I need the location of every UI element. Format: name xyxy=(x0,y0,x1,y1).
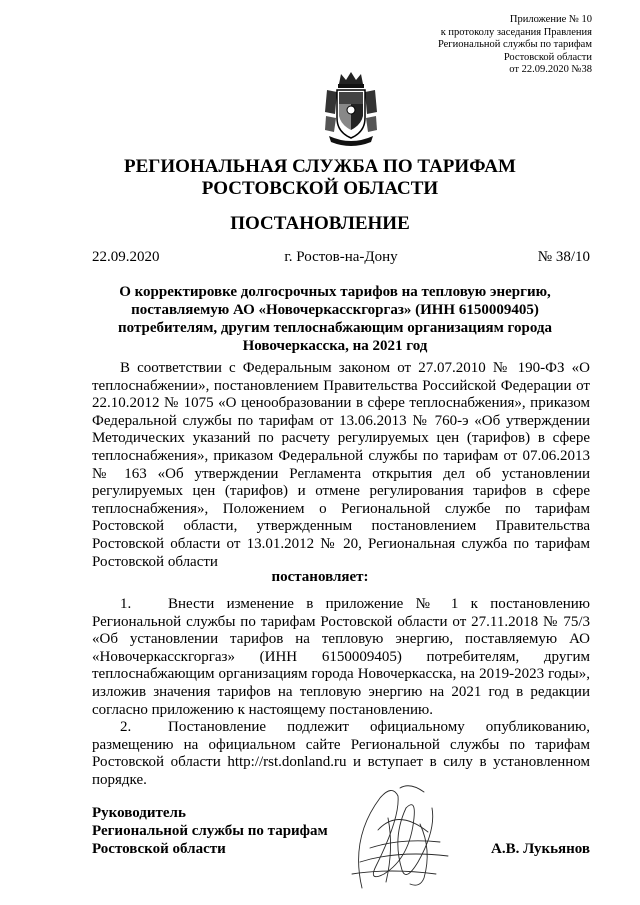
signer-position-line: Руководитель xyxy=(92,805,186,821)
item-number: 2. xyxy=(120,719,132,735)
organization-title-line: РОСТОВСКОЙ ОБЛАСТИ xyxy=(201,178,439,199)
signer-position xyxy=(92,804,328,858)
coat-of-arms-icon xyxy=(323,70,379,146)
signer-name: А.В. Лукьянов xyxy=(491,841,590,857)
item-text: Постановление подлежит официальному опубликованию, размещению на официальном сайте Региональной службы по тарифам Ростовской области http://rst.donland.ru и вступает в силу в установленном порядке. xyxy=(92,719,590,788)
item-text: Внести изменение в приложение № 1 к постановлению Региональной службы по тарифам Ростовской области от 27.11.2018 № 75/3 «Об установлении тарифов на тепловую энергию, поставляемую АО «Новочеркасскгоргаз» (ИНН 6150009405) потребителям, другим теплоснабжающим организациям города Новочеркасска, на 2019-2023 годы», изложив значения тарифов на тепловую энергию на 2021 год в редакции согласно приложению к настоящему постановлению. xyxy=(92,596,590,718)
document-date: 22.09.2020 xyxy=(92,249,160,265)
subject-line: О корректировке долгосрочных тарифов на тепловую энергию, xyxy=(119,284,551,300)
document-number: № 38/10 xyxy=(537,249,590,265)
decision-item xyxy=(92,596,590,719)
handwritten-signature-icon xyxy=(340,778,460,896)
document-meta xyxy=(92,248,590,266)
annex-line: Приложение № 10 xyxy=(509,14,592,25)
annex-line: от 22.09.2020 №38 xyxy=(509,64,592,76)
document-type-title: ПОСТАНОВЛЕНИЕ xyxy=(230,213,410,234)
annex-line: Региональной службы по тарифам xyxy=(437,39,592,51)
organization-title-line: РЕГИОНАЛЬНАЯ СЛУЖБА ПО ТАРИФАМ xyxy=(124,156,516,177)
document-place: г. Ростов-на-Дону xyxy=(284,249,398,265)
annex-reference xyxy=(438,14,592,77)
subject-line: Новочеркасска, на 2021 год xyxy=(242,338,428,354)
subject-line: поставляемую АО «Новочеркасскгоргаз» (ИНН 6150009405) xyxy=(131,302,539,318)
organization-title xyxy=(0,156,640,200)
annex-line: Ростовской области xyxy=(503,51,592,63)
document-subject xyxy=(80,283,590,355)
item-number: 1. xyxy=(120,596,132,612)
preamble-paragraph: В соответствии с Федеральным законом от 27.07.2010 № 190-ФЗ «О теплоснабжении», постановлением Правительства Российской Федерации от 22.10.2012 № 1075 «О ценообразовании в сфере теплоснабжения», приказом Федеральной службы по тарифам от 13.06.2013 № 760-э «Об утверждении Методических указаний по расчету регулируемых цен (тарифов) в сфере теплоснабжения», приказом Федеральной службы по тарифам от 07.06.2013 № 163 «Об утверждении Регламента открытия дел об установлении регулируемых цен (тарифов) и отмене регулирования тарифов в сфере теплоснабжения», Положением о Региональной службе по тарифам Ростовской области, утвержденным постановлением Правительства Ростовской области от 13.01.2012 № 20, Региональная служба по тарифам Ростовской области xyxy=(92,360,590,570)
signer-position-line: Ростовской области xyxy=(92,841,226,857)
subject-line: потребителям, другим теплоснабжающим организациям города xyxy=(118,320,552,336)
signer-position-line: Региональной службы по тарифам xyxy=(92,823,328,839)
annex-line: к протоколу заседания Правления xyxy=(440,26,592,38)
resolves-heading: постановляет: xyxy=(271,569,369,585)
